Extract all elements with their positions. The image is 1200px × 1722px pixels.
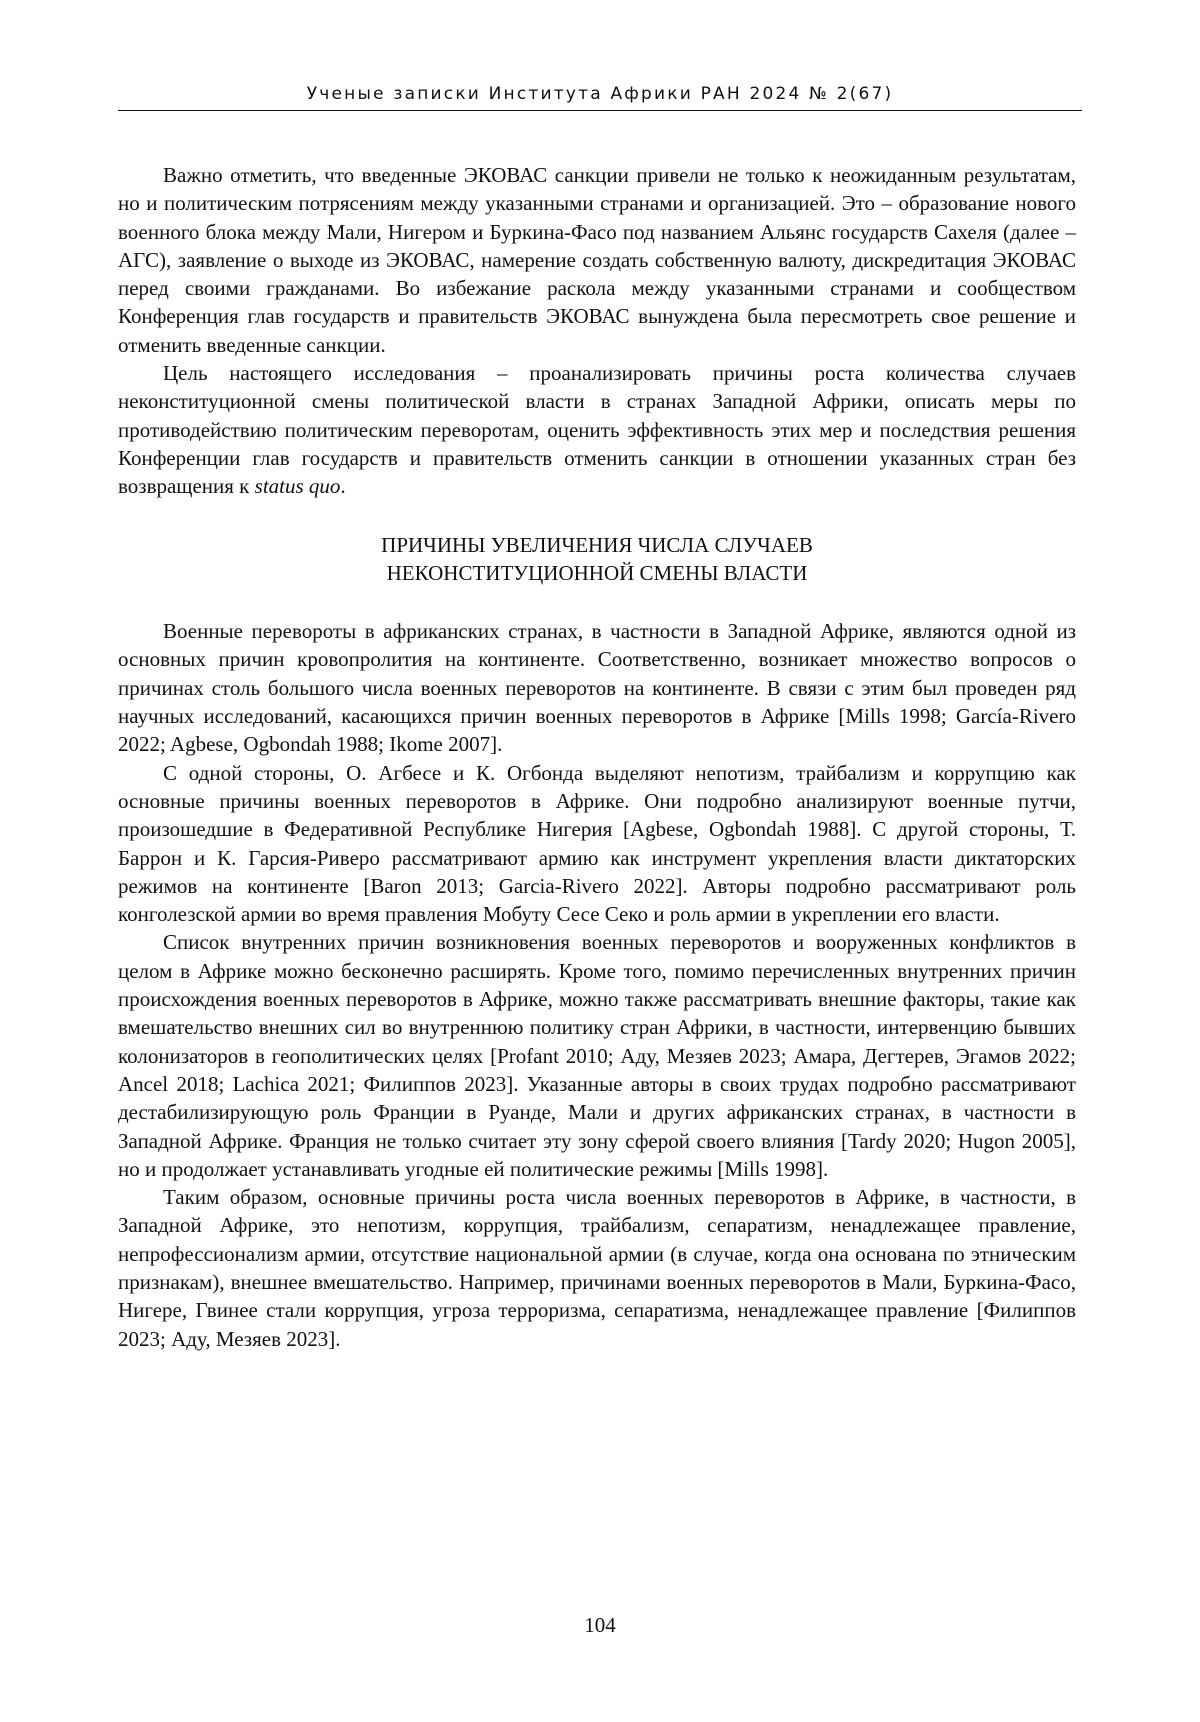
section-heading-line-1: ПРИЧИНЫ УВЕЛИЧЕНИЯ ЧИСЛА СЛУЧАЕВ	[381, 532, 813, 557]
journal-header: Ученые записки Института Африки РАН 2024 № 2(67)	[306, 84, 894, 104]
section-paragraph: Таким образом, основные причины роста числа военных переворотов в Африке, в частности, в Западной Африке, это непотизм, коррупция, трайбализм, сепаратизм, ненадлежащее правление, непрофессионализм армии, отсутствие национальной армии (в случае, когда она основана по этническим признакам), внешнее вмешательство. Например, причинами военных переворотов в Мали, Буркина-Фасо, Нигере, Гвинее стали коррупция, угроза терроризма, сепаратизма, ненадлежащее правление [Филиппов 2023; Аду, Мезяев 2023].	[118, 1185, 1076, 1351]
section-paragraph: Список внутренних причин возникновения военных переворотов и вооруженных конфликтов в целом в Африке можно бесконечно расширять. Кроме того, помимо перечисленных внутренних причин происхождения военных переворотов в Африке, можно также рассматривать внешние факторы, такие как вмешательство внешних сил во внутреннюю политику стран Африки, в частности, интервенцию бывших колонизаторов в геополитических целях [Profant 2010; Аду, Мезяев 2023; Амара, Дегтерев, Эгамов 2022; Ancel 2018; Lachica 2021; Филиппов 2023]. Указанные авторы в своих трудах подробно рассматривают дестабилизирующую роль Франции в Руанде, Мали и других африканских странах, в частности в Западной Африке. Франция не только считает эту зону сферой своего влияния [Tardy 2020; Hugon 2005], но и продолжает устанавливать угодные ей политические режимы [Mills 1998].	[118, 930, 1076, 1181]
aim-end: .	[340, 474, 346, 499]
intro-paragraph: Важно отметить, что введенные ЭКОВАС санкции привели не только к неожиданным результатам, но и политическим потрясениям между указанными странами и организацией. Это – образование нового военного блока между Мали, Нигером и Буркина-Фасо под названием Альянс государств Сахеля (далее – АГС), заявление о выходе из ЭКОВАС, намерение создать собственную валюту, дискредитация ЭКОВАС перед своими гражданами. Во избежание раскола между указанными странами и сообществом Конференция глав государств и правительств ЭКОВАС вынуждена была пересмотреть свое решение и отменить введенные санкции.	[118, 163, 1076, 357]
article-body	[118, 161, 1076, 1353]
section-heading	[118, 531, 1076, 588]
aim-text: Цель настоящего исследования – проанализировать причины роста количества случаев неконституционной смены политической власти в странах Западной Африки, описать меры по противодействию политическим переворотам, оценить эффективность этих мер и последствия решения Конференции глав государств и правительств отменить санкции в отношении указанных стран без возвращения к	[118, 361, 1076, 499]
section-heading-line-2: НЕКОНСТИТУЦИОННОЙ СМЕНЫ ВЛАСТИ	[386, 560, 808, 585]
section-paragraph: Военные перевороты в африканских странах, в частности в Западной Африке, являются одной из основных причин кровопролития на континенте. Соответственно, возникает множество вопросов о причинах столь большого числа военных переворотов на континенте. В связи с этим был проведен ряд научных исследований, касающихся причин военных переворотов в Африке [Mills 1998; García-Rivero 2022; Agbese, Ogbondah 1988; Ikome 2007].	[118, 619, 1076, 757]
page-number: 104	[584, 1613, 616, 1637]
aim-paragraph	[118, 359, 1076, 500]
aim-italic-term: status quo	[254, 474, 341, 499]
section-paragraph: С одной стороны, О. Агбесе и К. Огбонда выделяют непотизм, трайбализм и коррупцию как основные причины военных переворотов в Африке. Они подробно анализируют военные путчи, произошедшие в Федеративной Республике Нигерия [Agbese, Ogbondah 1988]. С другой стороны, Т. Баррон и К. Гарсия-Риверо рассматривают армию как инструмент укрепления власти диктаторских режимов на континенте [Baron 2013; Garcia-Rivero 2022]. Авторы подробно рассматривают роль конголезской армии во время правления Мобуту Сесе Секо и роль армии в укреплении его власти.	[118, 760, 1076, 927]
header-rule	[118, 110, 1082, 111]
